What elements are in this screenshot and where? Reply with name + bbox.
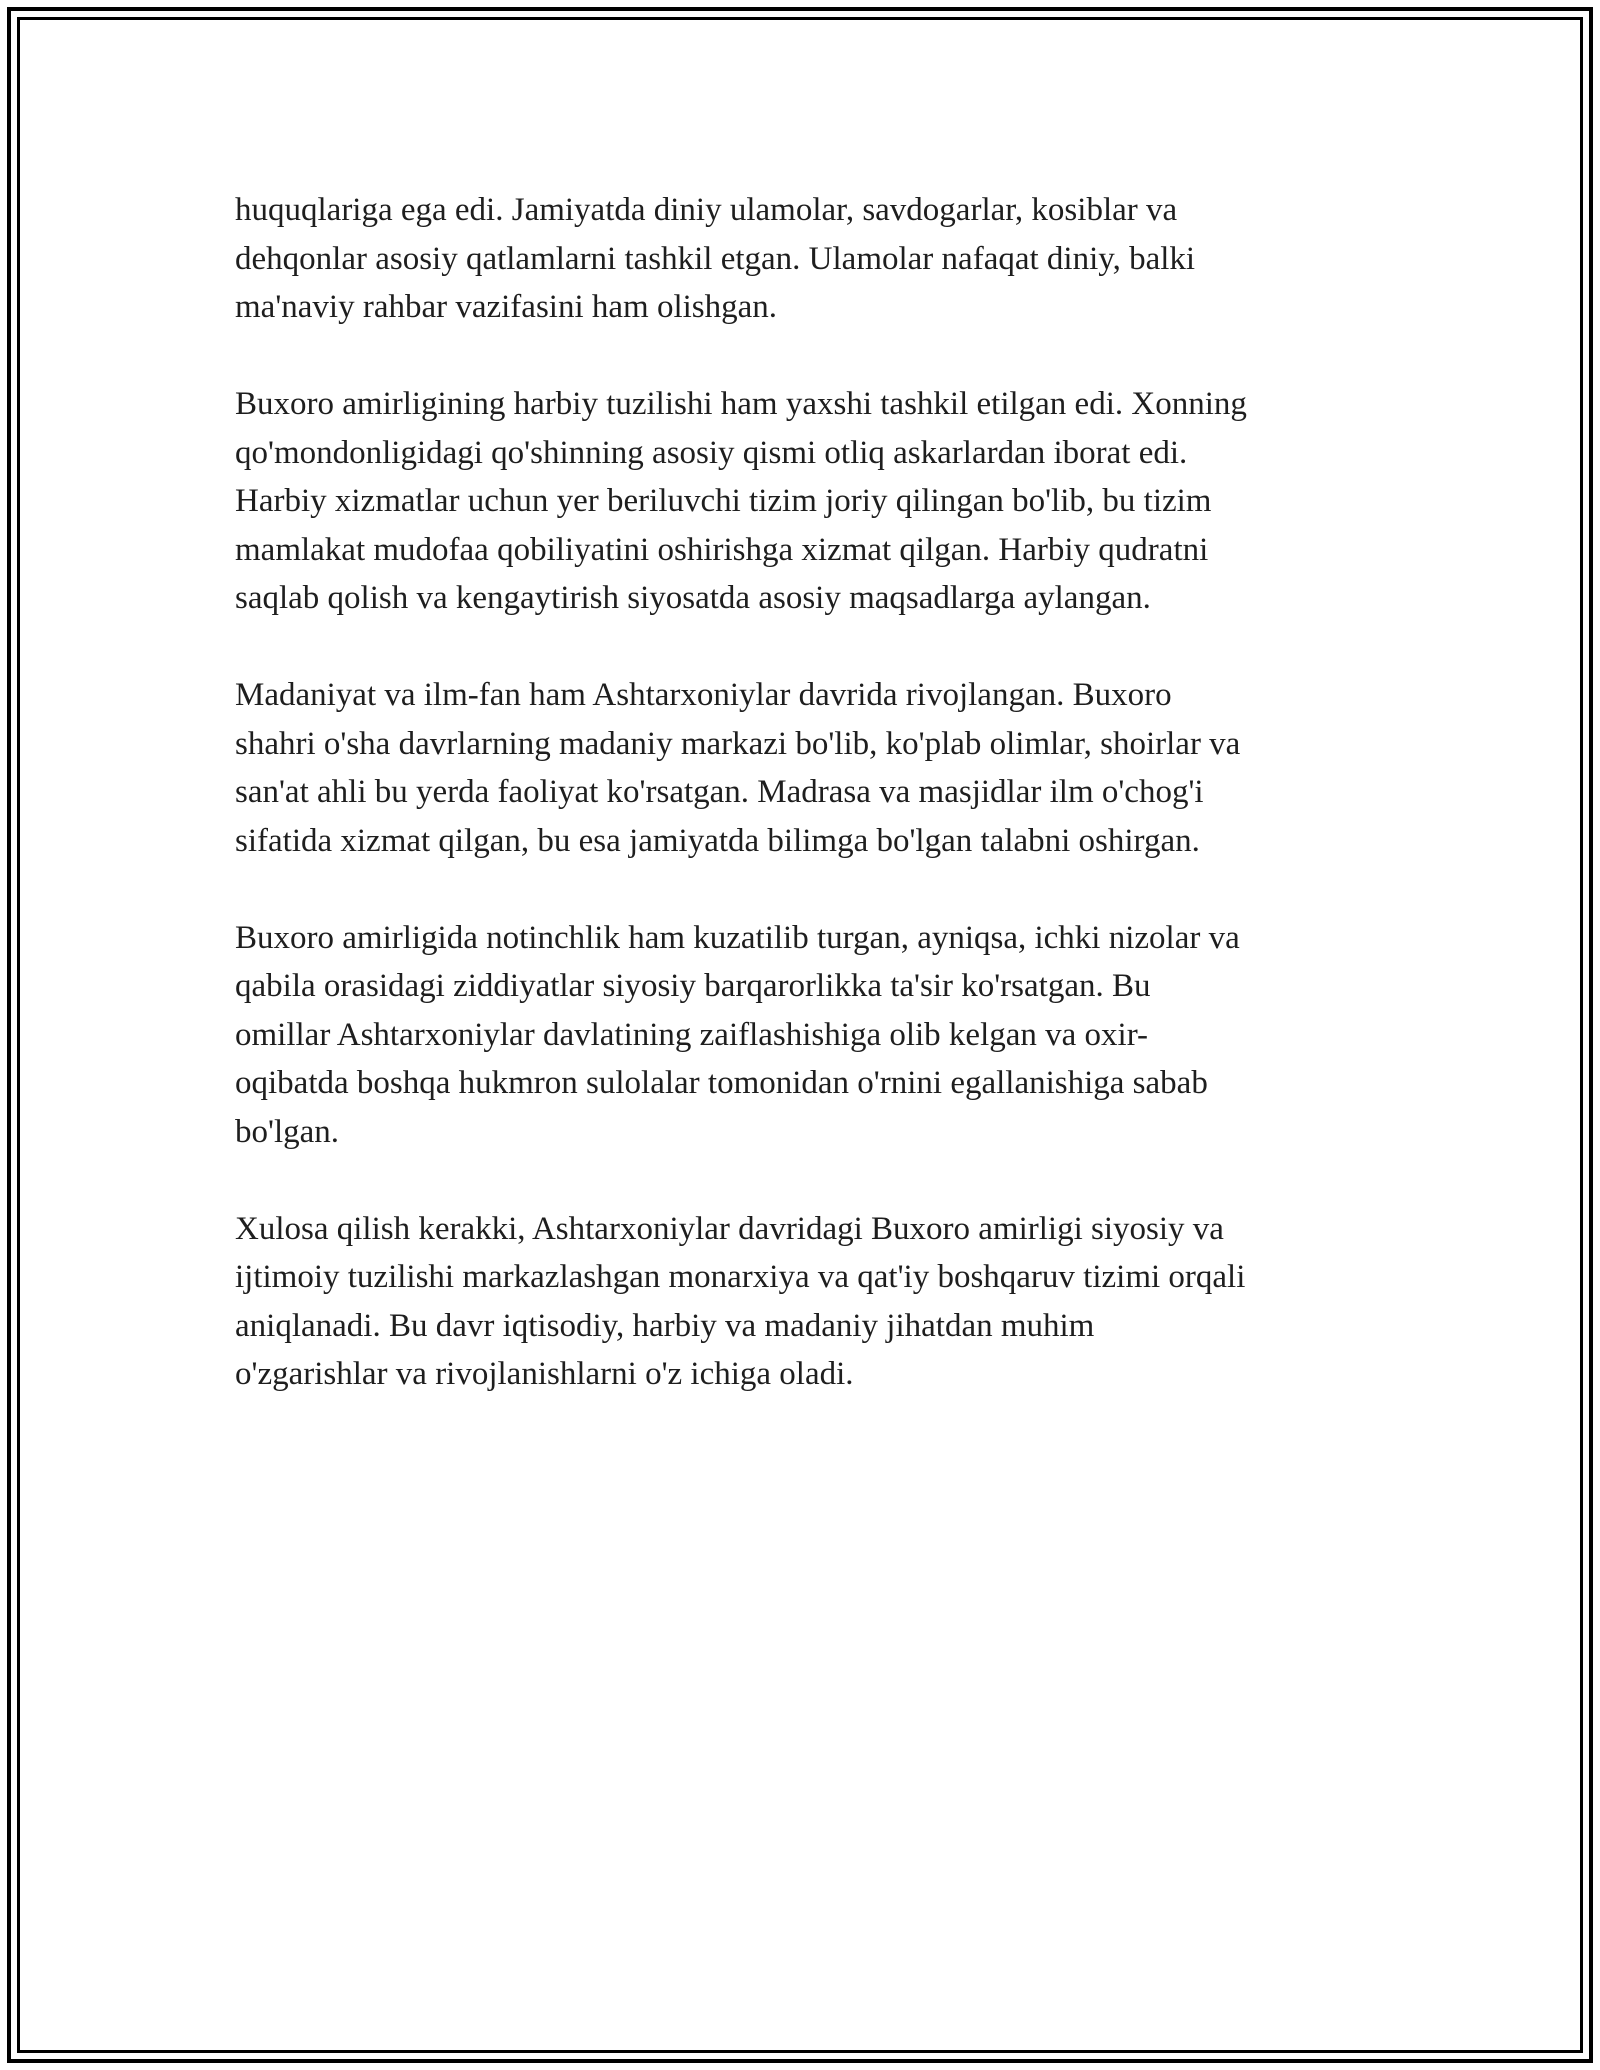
paragraph (235, 1205, 1395, 1399)
text-line: ijtimoiy tuzilishi markazlashgan monarxiya va qat'iy boshqaruv tizimi orqali (235, 1259, 1246, 1295)
paragraph (235, 671, 1395, 865)
paragraph (235, 914, 1395, 1157)
text-line: o'zgarishlar va rivojlanishlarni o'z ichiga oladi. (235, 1356, 854, 1392)
text-line: ma'naviy rahbar vazifasini ham olishgan. (235, 289, 778, 325)
text-line: saqlab qolish va kengaytirish siyosatda asosiy maqsadlarga aylangan. (235, 580, 1151, 616)
text-line: dehqonlar asosiy qatlamlarni tashkil etgan. Ulamolar nafaqat diniy, balki (235, 240, 1196, 277)
text-line: qabila orasidagi ziddiyatlar siyosiy barqarorlikka ta'sir ko'rsatgan. Bu (235, 968, 1151, 1004)
text-line: bo'lgan. (235, 1113, 340, 1150)
text-line: shahri o'sha davrlarning madaniy markazi bo'lib, ko'plab olimlar, shoirlar va (235, 725, 1241, 762)
text-line: aniqlanadi. Bu davr iqtisodiy, harbiy va madaniy jihatdan muhim (235, 1307, 1095, 1344)
text-line: san'at ahli bu yerda faoliyat ko'rsatgan. Madrasa va masjidlar ilm o'chog'i (235, 774, 1204, 810)
text-line: oqibatda boshqa hukmron sulolalar tomonidan o'rnini egallanishiga sabab (235, 1065, 1208, 1101)
text-line: Buxoro amirligining harbiy tuzilishi ham yaxshi tashkil etilgan edi. Xonning (235, 386, 1247, 422)
text-line: omillar Ashtarxoniylar davlatining zaiflashishiga olib kelgan va oxir- (235, 1016, 1149, 1053)
text-line: Xulosa qilish kerakki, Ashtarxoniylar davridagi Buxoro amirligi siyosiy va (235, 1210, 1224, 1247)
paragraph (235, 186, 1395, 332)
paragraph (235, 380, 1395, 623)
text-line: qo'mondonligidagi qo'shinning asosiy qismi otliq askarlardan iborat edi. (235, 434, 1188, 471)
text-line: Madaniyat va ilm-fan ham Ashtarxoniylar davrida rivojlangan. Buxoro (235, 677, 1172, 713)
text-line: huquqlariga ega edi. Jamiyatda diniy ulamolar, savdogarlar, kosiblar va (235, 192, 1178, 228)
text-line: sifatida xizmat qilgan, bu esa jamiyatda bilimga bo'lgan talabni oshirgan. (235, 822, 1200, 859)
text-line: Buxoro amirligida notinchlik ham kuzatilib turgan, ayniqsa, ichki nizolar va (235, 919, 1240, 956)
text-line: mamlakat mudofaa qobiliyatini oshirishga xizmat qilgan. Harbiy qudratni (235, 531, 1209, 568)
document-body (235, 186, 1395, 1399)
text-line: Harbiy xizmatlar uchun yer beriluvchi tizim joriy qilingan bo'lib, bu tizim (235, 483, 1212, 519)
